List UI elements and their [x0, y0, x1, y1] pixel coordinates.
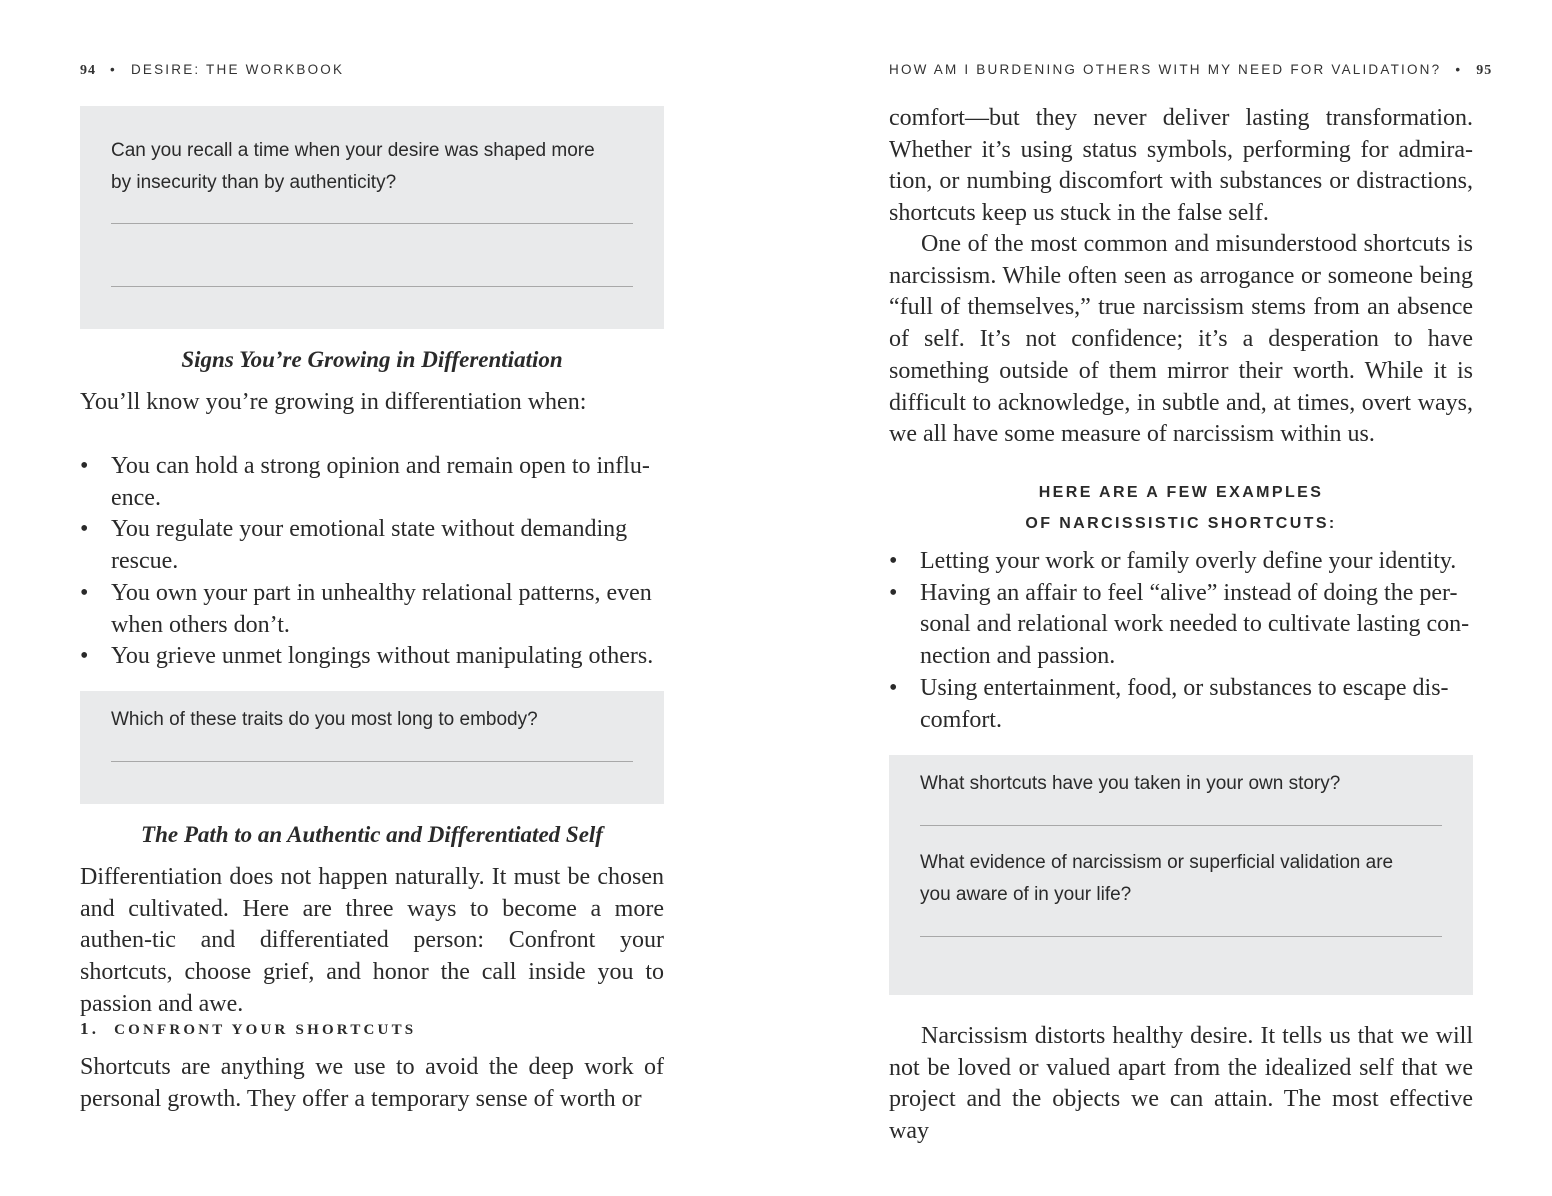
chapter-title: HOW AM I BURDENING OTHERS WITH MY NEED FOR VALIDATION?: [889, 62, 1442, 77]
reflection-prompt-box: [80, 691, 664, 804]
bullet-glyph: •: [80, 643, 89, 670]
answer-line[interactable]: [920, 825, 1442, 826]
bullet-list: [80, 451, 664, 673]
separator-dot: •: [110, 62, 117, 77]
paragraph: Narcissism distorts healthy desire. It tells us that we will not be loved or valued apart from the idealized self that we project and the objects we can attain. The most effective way: [889, 1023, 1473, 1145]
subheading-signs: Signs You’re Growing in Differentiation: [181, 347, 563, 372]
section-number: 1.: [80, 1019, 100, 1038]
reflection-prompt-box: [889, 755, 1473, 995]
prompt-question: What evidence of narcissism or superficial validation are you aware of in your life?: [920, 852, 1394, 905]
list-item: • Using entertainment, food, or substances to escape dis-comfort.: [889, 674, 1449, 733]
right-page: [889, 0, 1493, 1196]
paragraph: Shortcuts are anything we use to avoid the deep work of personal growth. They offer a temporary sense of worth or: [80, 1054, 664, 1112]
list-item: • Letting your work or family overly define your identity.: [889, 546, 1473, 578]
section-heading: [80, 1019, 416, 1039]
running-head-left: [80, 62, 664, 79]
answer-line[interactable]: [920, 936, 1442, 937]
prompt-question: Can you recall a time when your desire was shaped more by insecurity than by authenticity?: [111, 140, 595, 193]
list-item: • Having an affair to feel “alive” instead of doing the per-sonal and relational work needed to cultivate lasting con-nection and passion.: [889, 579, 1470, 670]
bullet-list: [889, 546, 1473, 736]
page-number: 94: [80, 63, 96, 78]
answer-line[interactable]: [111, 286, 633, 287]
subheading-path: The Path to an Authentic and Differentiated Self: [141, 822, 603, 847]
examples-heading-line: HERE ARE A FEW EXAMPLES: [1038, 484, 1324, 501]
examples-heading: [889, 477, 1473, 539]
list-item: • You own your part in unhealthy relational patterns, even when others don’t.: [80, 579, 652, 638]
page-number: 95: [1476, 63, 1493, 78]
bullet-glyph: •: [889, 548, 898, 574]
paragraph: One of the most common and misunderstood shortcuts is narcissism. While often seen as arrogance or someone being “full of themselves,” true narcissism stems from an absence of self. It’s not confidence; it’s a desperation to have something outside of them mirror their worth. While it is difficult to acknowledge, in subtle and, at times, overt ways, we all have some measure of narcissism within us.: [889, 231, 1473, 448]
section-title: CONFRONT YOUR SHORTCUTS: [114, 1022, 417, 1038]
list-item: • You can hold a strong opinion and remain open to influ-ence.: [80, 453, 650, 511]
bullet-glyph: •: [889, 579, 898, 606]
bullet-glyph: •: [80, 516, 89, 543]
book-title: DESIRE: THE WORKBOOK: [130, 62, 345, 77]
bullet-glyph: •: [80, 579, 89, 606]
bullet-glyph: •: [889, 674, 898, 701]
left-page: [80, 0, 664, 1196]
reflection-prompt-box: [80, 106, 664, 329]
paragraph: comfort—but they never deliver lasting transformation. Whether it’s using status symbols, performing for admira-tion, or numbing discomfort with substances or distractions, shortcuts keep us stuck in the false self.: [889, 105, 1473, 227]
running-head-right: [889, 62, 1493, 79]
paragraph: You’ll know you’re growing in differentiation when:: [80, 389, 587, 415]
prompt-question: Which of these traits do you most long to embody?: [111, 709, 538, 730]
paragraph: Differentiation does not happen naturally. It must be chosen and cultivated. Here are three ways to become a more authen-tic and differentiated person: Confront your shortcuts, choose grief, and honor the call inside you to passion and awe.: [80, 864, 664, 1017]
separator-dot: •: [1455, 62, 1463, 77]
prompt-question: What shortcuts have you taken in your own story?: [920, 773, 1341, 794]
examples-heading-line: OF NARCISSISTIC SHORTCUTS:: [1025, 515, 1337, 532]
answer-line[interactable]: [111, 761, 633, 762]
list-item: • You regulate your emotional state without demanding rescue.: [80, 516, 628, 575]
answer-line[interactable]: [111, 223, 633, 224]
list-item: • You grieve unmet longings without manipulating others.: [80, 641, 664, 673]
bullet-glyph: •: [80, 453, 89, 479]
